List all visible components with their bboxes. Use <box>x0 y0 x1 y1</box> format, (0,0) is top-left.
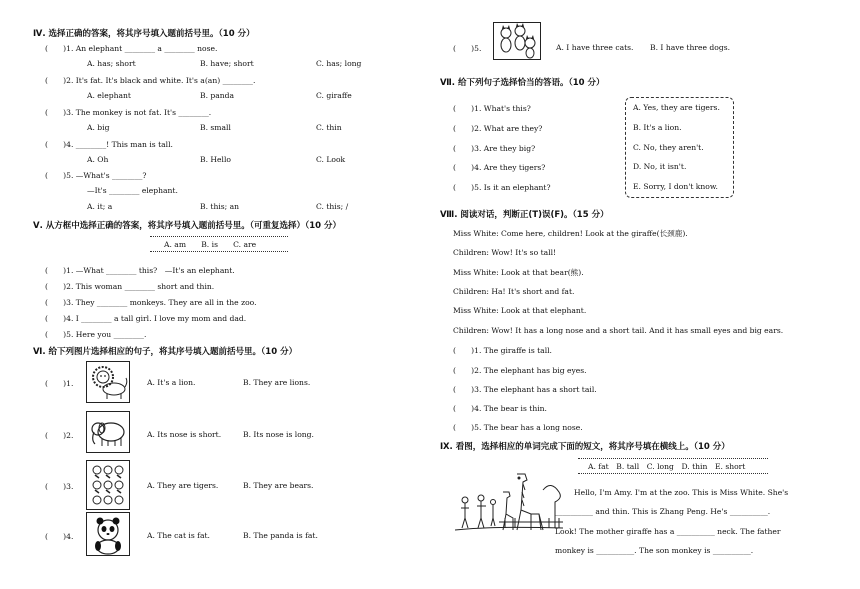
s4-q2-c: C. giraffe <box>316 91 352 100</box>
s7-answer-a: A. Yes, they are tigers. <box>633 103 720 112</box>
s6-q3: ( )3. <box>45 482 74 491</box>
s4-q2-a: A. elephant <box>87 91 131 100</box>
tigers-icon <box>86 460 130 510</box>
s4-q5: ( )5. —What's ________? <box>45 171 147 180</box>
s8-dialog-3: Miss White: Look at that bear(熊). <box>453 268 584 277</box>
cats-icon <box>493 22 541 60</box>
s6-q3-a: A. They are tigers. <box>147 481 219 490</box>
s6-q1: ( )1. <box>45 379 74 388</box>
s6-q4: ( )4. <box>45 532 74 541</box>
s7-q1: ( )1. What's this? <box>453 104 531 113</box>
s6-q3-b: B. They are bears. <box>243 481 314 490</box>
s9-line-4: monkey is __________. The son monkey is __________. <box>555 546 754 555</box>
s4-q2: ( )2. It's fat. It's black and white. It's a(an) ________. <box>45 76 256 85</box>
s4-q1-c: C. has; long <box>316 59 362 68</box>
s6-q1-b: B. They are lions. <box>243 378 311 387</box>
s4-q4: ( )4. ________! This man is tall. <box>45 140 173 149</box>
s9-line-1: Hello, I'm Amy. I'm at the zoo. This is Miss White. She's <box>574 488 789 497</box>
s4-q1: ( )1. An elephant ________ a ________ nose. <box>45 44 218 53</box>
s7-answer-d: D. No, it isn't. <box>633 162 687 171</box>
s8-dialog-5: Miss White: Look at that elephant. <box>453 306 587 315</box>
s8-q4: ( )4. The bear is thin. <box>453 404 547 413</box>
s6-q5-a: A. I have three cats. <box>556 43 634 52</box>
s7-q3: ( )3. Are they big? <box>453 144 536 153</box>
s4-q3-b: B. small <box>200 123 231 132</box>
section-4-title: Ⅳ. 选择正确的答案，将其序号填入题前括号里。（10 分） <box>33 29 255 39</box>
s5-q3: ( )3. They ________ monkeys. They are all in the zoo. <box>45 298 257 307</box>
s6-q5: ( )5. <box>453 44 482 53</box>
s7-q2: ( )2. What are they? <box>453 124 543 133</box>
s4-q3: ( )3. The monkey is not fat. It's ________. <box>45 108 212 117</box>
s5-q4: ( )4. I ________ a tall girl. I love my mom and dad. <box>45 314 247 323</box>
s5-q5: ( )5. Here you ________. <box>45 330 147 339</box>
section-5-title: Ⅴ. 从方框中选择正确的答案，将其序号填入题前括号里。（可重复选择）（10 分） <box>33 221 342 231</box>
s6-q1-a: A. It's a lion. <box>147 378 196 387</box>
section-7-title: Ⅶ. 给下列句子选择恰当的答语。（10 分） <box>440 78 605 88</box>
s6-q2: ( )2. <box>45 431 74 440</box>
s9-line-3: Look! The mother giraffe has a __________ neck. The father <box>555 527 781 536</box>
s9-line-2: __________ and thin. This is Zhang Peng. He's __________. <box>555 507 771 516</box>
s6-q4-a: A. The cat is fat. <box>147 531 210 540</box>
s7-answer-e: E. Sorry, I don't know. <box>633 182 718 191</box>
panda-icon <box>86 512 130 556</box>
section-8-title: Ⅷ. 阅读对话，判断正(T)误(F)。（15 分） <box>440 210 609 220</box>
s4-q3-c: C. thin <box>316 123 342 132</box>
s5-q2: ( )2. This woman ________ short and thin. <box>45 282 215 291</box>
s4-q3-a: A. big <box>87 123 110 132</box>
section-6-title: Ⅵ. 给下列图片选择相应的句子，将其序号填入题前括号里。（10 分） <box>33 347 298 357</box>
s8-dialog-1: Miss White: Come here, children! Look at the giraffe(长颈鹿). <box>453 229 688 238</box>
zoo-scene-image <box>455 470 563 544</box>
s4-q5-b: B. this; an <box>200 202 240 211</box>
s7-q5: ( )5. Is it an elephant? <box>453 183 551 192</box>
s6-q5-b: B. I have three dogs. <box>650 43 731 52</box>
s4-q4-c: C. Look <box>316 155 346 164</box>
elephant-icon <box>86 411 130 453</box>
s8-q5: ( )5. The bear has a long nose. <box>453 423 583 432</box>
s7-q4: ( )4. Are they tigers? <box>453 163 546 172</box>
s6-q4-b: B. The panda is fat. <box>243 531 318 540</box>
s7-answer-b: B. It's a lion. <box>633 123 682 132</box>
section-9-title: Ⅸ. 看图，选择相应的单词完成下面的短文，将其序号填在横线上。（10 分） <box>440 442 730 452</box>
s8-dialog-6: Children: Wow! It has a long nose and a short tail. And it has small eyes and big ears. <box>453 326 784 335</box>
s8-q1: ( )1. The giraffe is tall. <box>453 346 552 355</box>
s4-q1-b: B. have; short <box>200 59 254 68</box>
s7-answer-c: C. No, they aren't. <box>633 143 704 152</box>
s4-q4-b: B. Hello <box>200 155 231 164</box>
s8-dialog-2: Children: Wow! It's so tall! <box>453 248 557 257</box>
s4-q1-a: A. has; short <box>87 59 136 68</box>
s4-q5-sub: —It's ________ elephant. <box>87 186 178 195</box>
lion-icon <box>86 361 130 403</box>
s5-q1: ( )1. —What ________ this? —It's an elephant. <box>45 266 235 275</box>
s4-q4-a: A. Oh <box>87 155 109 164</box>
s6-q2-a: A. Its nose is short. <box>147 430 222 439</box>
s6-q2-b: B. Its nose is long. <box>243 430 314 439</box>
s8-dialog-4: Children: Ha! It's short and fat. <box>453 287 575 296</box>
s8-q2: ( )2. The elephant has big eyes. <box>453 366 587 375</box>
s4-q2-b: B. panda <box>200 91 235 100</box>
s5-options: A. am B. is C. are <box>164 240 257 249</box>
s9-options: A. fat B. tall C. long D. thin E. short <box>588 462 746 471</box>
s4-q5-a: A. it; a <box>87 202 113 211</box>
s8-q3: ( )3. The elephant has a short tail. <box>453 385 597 394</box>
s4-q5-c: C. this; / <box>316 202 349 211</box>
